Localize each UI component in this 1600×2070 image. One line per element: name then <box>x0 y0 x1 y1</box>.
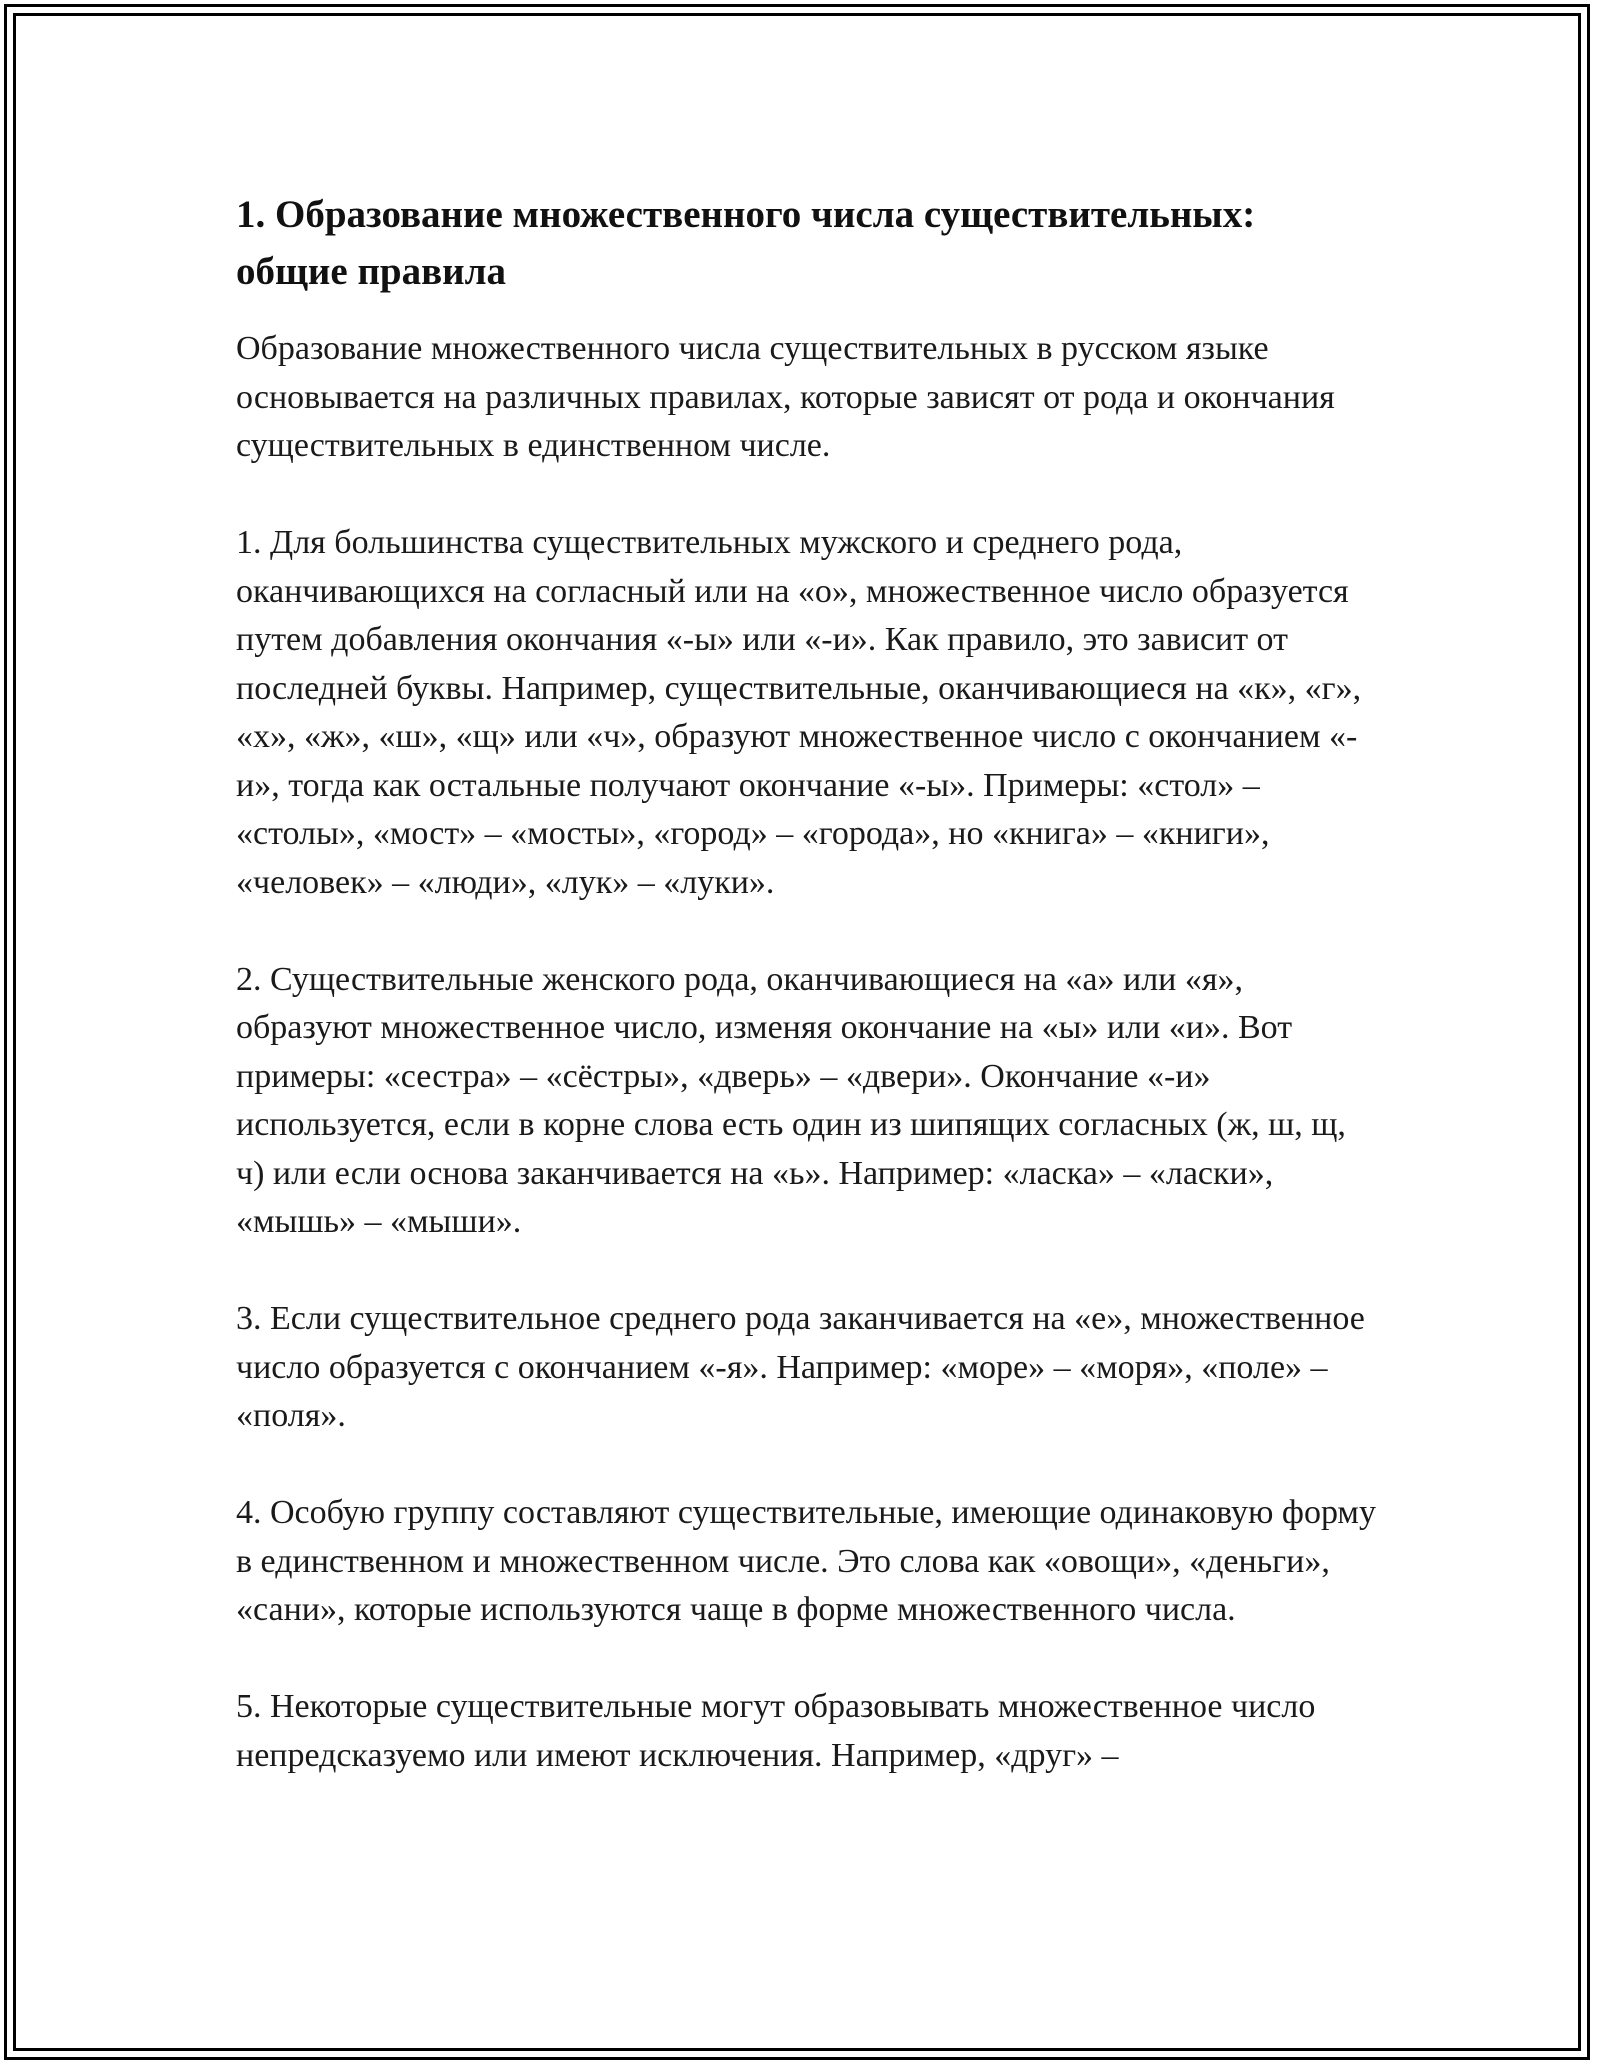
paragraph-intro: Образование множественного числа существительных в русском языке основывается на различных правилах, которые зависят от рода и окончания существительных в единственном числе. <box>236 330 1335 464</box>
paragraph-rule-4: 4. Особую группу составляют существительные, имеющие одинаковую форму в единственном и множественном числе. Это слова как «овощи», «деньги», «сани», которые используются чаще в форме множественного числа. <box>236 1494 1376 1628</box>
paragraph-rule-5: 5. Некоторые существительные могут образовывать множественное число непредсказуемо или имеют исключения. Например, «друг» – <box>236 1688 1316 1774</box>
paragraph-rule-3: 3. Если существительное среднего рода заканчивается на «е», множественное число образуется с окончанием «-я». Например: «море» – «моря», «поле» – «поля». <box>236 1300 1365 1434</box>
document-page <box>236 186 1376 1829</box>
paragraph-rule-2: 2. Существительные женского рода, оканчивающиеся на «а» или «я», образуют множественное число, изменяя окончание на «ы» или «и». Вот примеры: «сестра» – «сёстры», «дверь» – «двери». Окончание «-и» используется, если в корне слова есть один из шипящих согласных (ж, ш, щ, ч) или если основа заканчивается на «ь». Например: «ласка» – «ласки», «мышь» – «мыши». <box>236 960 1346 1240</box>
section-heading: 1. Образование множественного числа существительных: общие правила <box>236 193 1256 293</box>
paragraph-rule-1: 1. Для большинства существительных мужского и среднего рода, оканчивающихся на согласный или на «о», множественное число образуется путем добавления окончания «-ы» или «-и». Как правило, это зависит от последней буквы. Например, существительные, оканчивающиеся на «к», «г», «х», «ж», «ш», «щ» или «ч», образуют множественное число с окончанием «-и», тогда как остальные получают окончание «-ы». Примеры: «стол» – «столы», «мост» – «мосты», «город» – «города», но «книга» – «книги», «человек» – «люди», «лук» – «луки». <box>236 524 1362 901</box>
